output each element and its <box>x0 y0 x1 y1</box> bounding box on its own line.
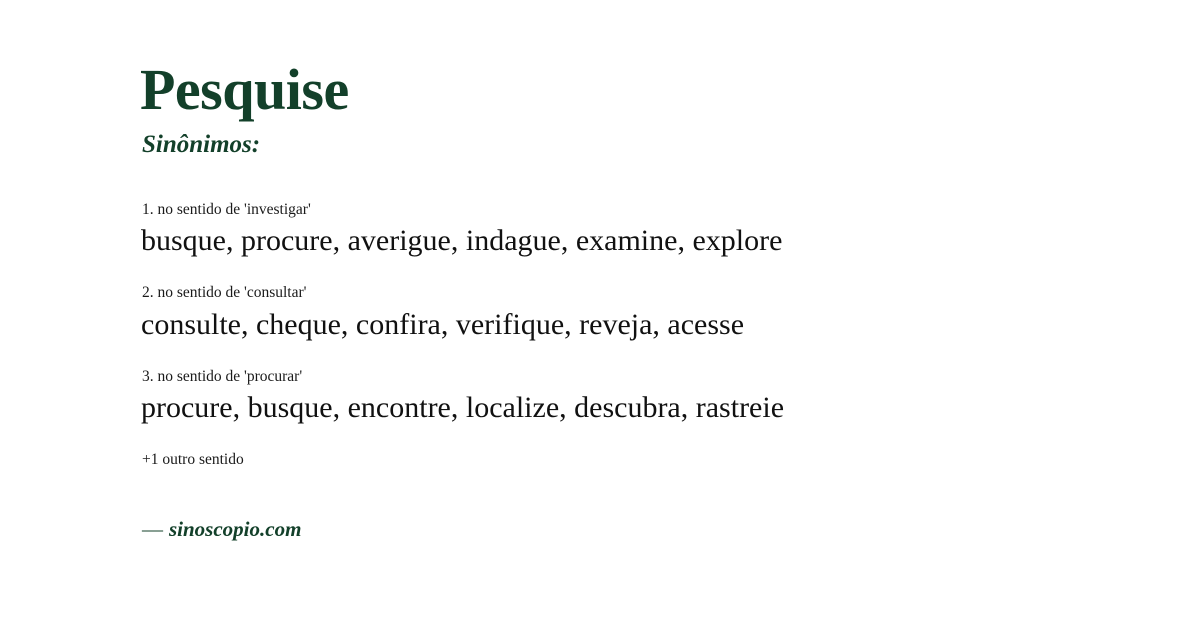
source-attribution <box>142 517 1120 542</box>
sense-label: 1. no sentido de 'investigar' <box>142 200 311 218</box>
sense-label: 2. no sentido de 'consultar' <box>142 284 307 302</box>
sense-synonyms: busque, procure, averigue, indague, examine, explore <box>141 223 783 257</box>
sense-entry <box>140 283 1120 343</box>
sense-label: 3. no sentido de 'procurar' <box>142 368 303 386</box>
sense-synonyms: consulte, cheque, confira, verifique, reveja, acesse <box>141 307 745 341</box>
sense-entry <box>140 367 1120 427</box>
senses-list <box>140 200 1120 427</box>
sense-synonyms: procure, busque, encontre, localize, descubra, rastreie <box>141 391 785 425</box>
more-senses-note: +1 outro sentido <box>142 450 244 468</box>
sense-entry <box>140 200 1120 260</box>
page-title: Pesquise <box>140 57 349 122</box>
em-dash: — <box>142 516 163 541</box>
section-subtitle: Sinônimos: <box>142 130 261 158</box>
source-name: sinoscopio.com <box>169 516 302 541</box>
